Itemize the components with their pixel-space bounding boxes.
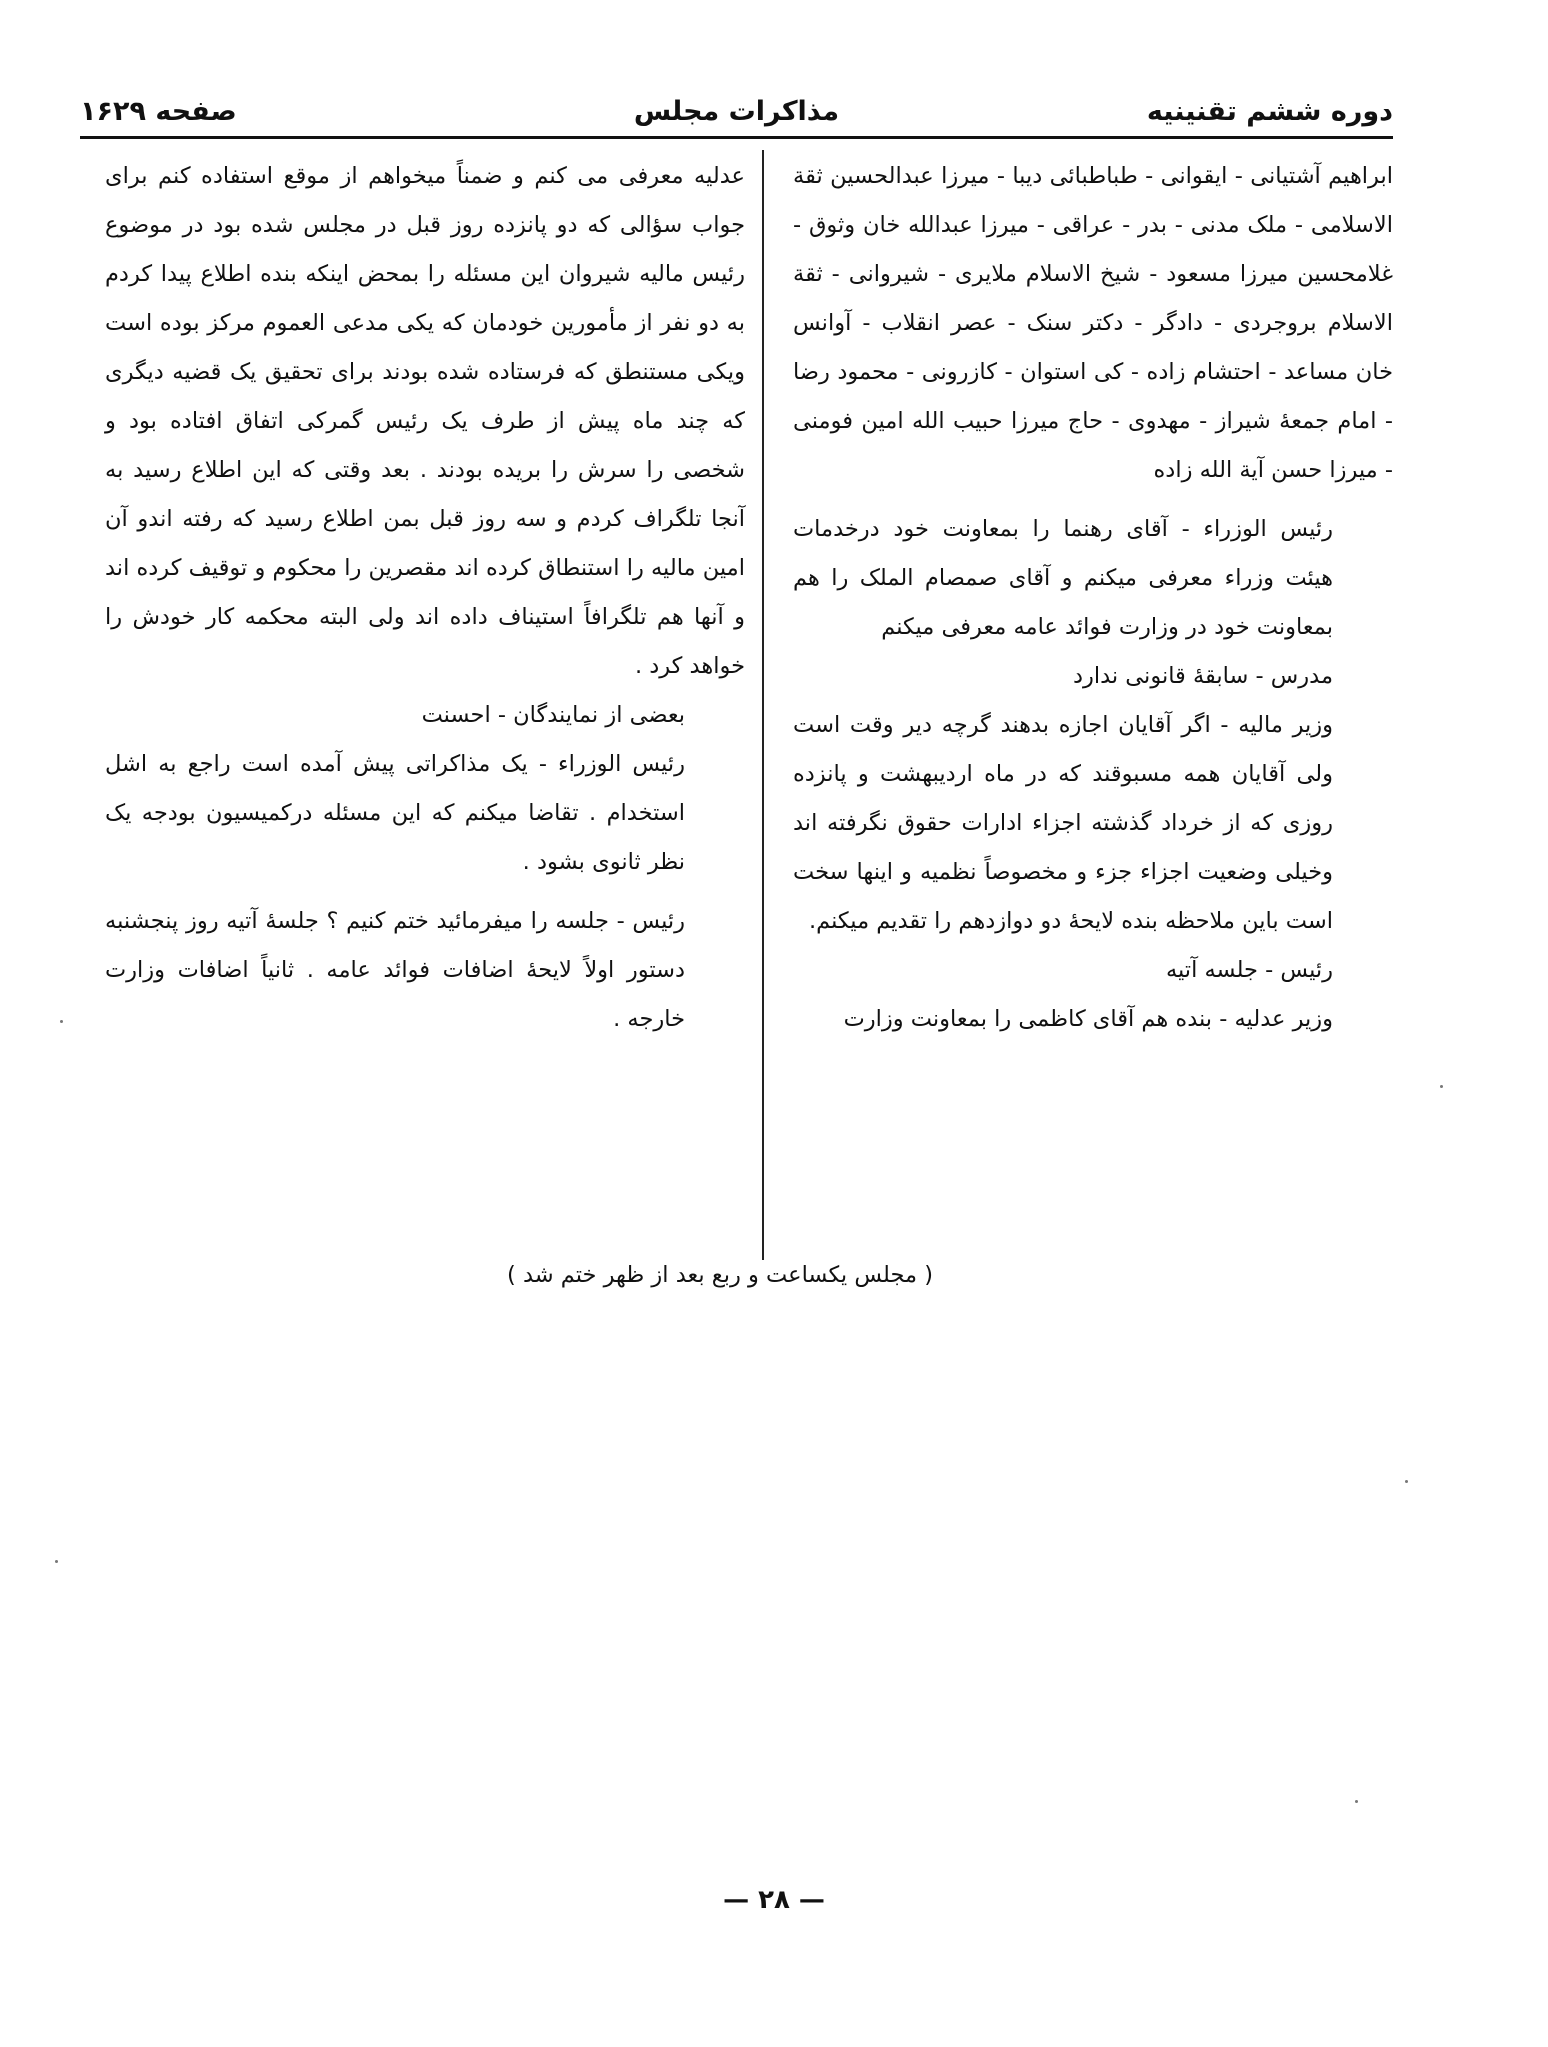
scan-speck — [55, 1560, 58, 1563]
representatives-applause: بعضی از نمایندگان - احسنت — [421, 702, 685, 728]
left-column — [105, 152, 745, 1044]
page-header — [80, 92, 1393, 134]
justice-minister-statement: وزیر عدلیه - بنده هم آقای کاظمی را بمعاونت وزارت — [843, 1006, 1333, 1032]
president-closing: رئیس - جلسه را میفرمائید ختم کنیم ؟ جلسهٔ آتیه روز پنجشنبه دستور اولاً لایحهٔ اضافات فوائد عامه . ثانیاً اضافات وزارت خارجه . — [105, 908, 685, 1032]
publication-title: مذاکرات مجلس — [633, 96, 840, 127]
finance-minister-statement: وزیر مالیه - اگر آقایان اجازه بدهند گرچه دیر وقت است ولی آقایان همه مسبوقند که در ماه اردیبهشت و پانزده روزی که از خرداد گذشته اجزاء ادارات حقوق نگرفته اند وخیلی وضعیت اجزاء جزء و مخصوصاً نظمیه و اینها سخت است باین ملاحظه بنده لایحهٔ دو دوازدهم را تقدیم میکنم. — [793, 712, 1333, 934]
president-remark: رئیس - جلسه آتیه — [1165, 957, 1333, 983]
session-closing-note: ( مجلس یکساعت و ربع بعد از ظهر ختم شد ) — [507, 1262, 933, 1288]
modarres-remark: مدرس - سابقهٔ قانونی ندارد — [1072, 663, 1333, 689]
column-divider — [762, 150, 764, 1260]
scan-speck — [1405, 1480, 1408, 1483]
header-rule — [80, 136, 1393, 139]
scan-speck — [1355, 1800, 1358, 1803]
scan-speck — [60, 1020, 63, 1023]
prime-minister-introduction: رئیس الوزراء - آقای رهنما را بمعاونت خود درخدمات هیئت وزراء معرفی میکنم و آقای صمصام الملک را هم بمعاونت خود در وزارت فوائد عامه معرفی میکنم — [793, 516, 1333, 640]
right-column — [793, 152, 1393, 1044]
page-label: صفحه ۱۶۲۹ — [80, 96, 237, 127]
page-number: — ۲۸ — — [723, 1885, 825, 1915]
attendee-names: ابراهیم آشتیانی - ایقوانی - طباطبائی دیبا - میرزا عبدالحسین ثقة الاسلامی - ملک مدنی - بدر - عراقی - میرزا عبدالله خان وثوق - غلامحسین میرزا مسعود - شیخ الاسلام ملایری - شیروانی - ثقة الاسلام بروجردی - دادگر - دکتر سنک - عصر انقلاب - آوانس خان مساعد - احتشام زاده - کی استوان - کازرونی - محمود رضا - امام جمعهٔ شیراز - مهدوی - حاج میرزا حبیب الله امین فومنی - میرزا حسن آیة الله زاده — [793, 163, 1393, 483]
prime-minister-second-statement: رئیس الوزراء - یک مذاکراتی پیش آمده است راجع به اشل استخدام . تقاضا میکنم که این مسئله درکمیسیون بودجه یک نظر ثانوی بشود . — [105, 751, 685, 875]
justice-minister-continued: عدلیه معرفی می کنم و ضمناً میخواهم از موقع استفاده کنم برای جواب سؤالی که دو پانزده روز قبل در مجلس شده بود در موضوع رئیس مالیه شیروان این مسئله را بمحض اینکه بنده اطلاع پیدا کردم به دو نفر از مأمورین خودمان که یکی مدعی العموم مرکز بوده است ویکی مستنطق که فرستاده شده بودند برای تحقیق یک قضیه دیگری که چند ماه پیش از طرف یک رئیس گمرکی اتفاق افتاده بود و شخصی را سرش را بریده بودند . بعد وقتی که این اطلاع رسید به آنجا تلگراف کردم و سه روز قبل بمن اطلاع رسید که رفته اندو آن امین مالیه را استنطاق کرده اند مقصرین را محکوم و توقیف کرده اند و آنها هم تلگرافاً استیناف داده اند ولی البته محکمه کار خودش را خواهد کرد . — [105, 163, 745, 679]
session-title: دوره ششم تقنینیه — [1146, 96, 1393, 127]
scan-speck — [1440, 1085, 1443, 1088]
